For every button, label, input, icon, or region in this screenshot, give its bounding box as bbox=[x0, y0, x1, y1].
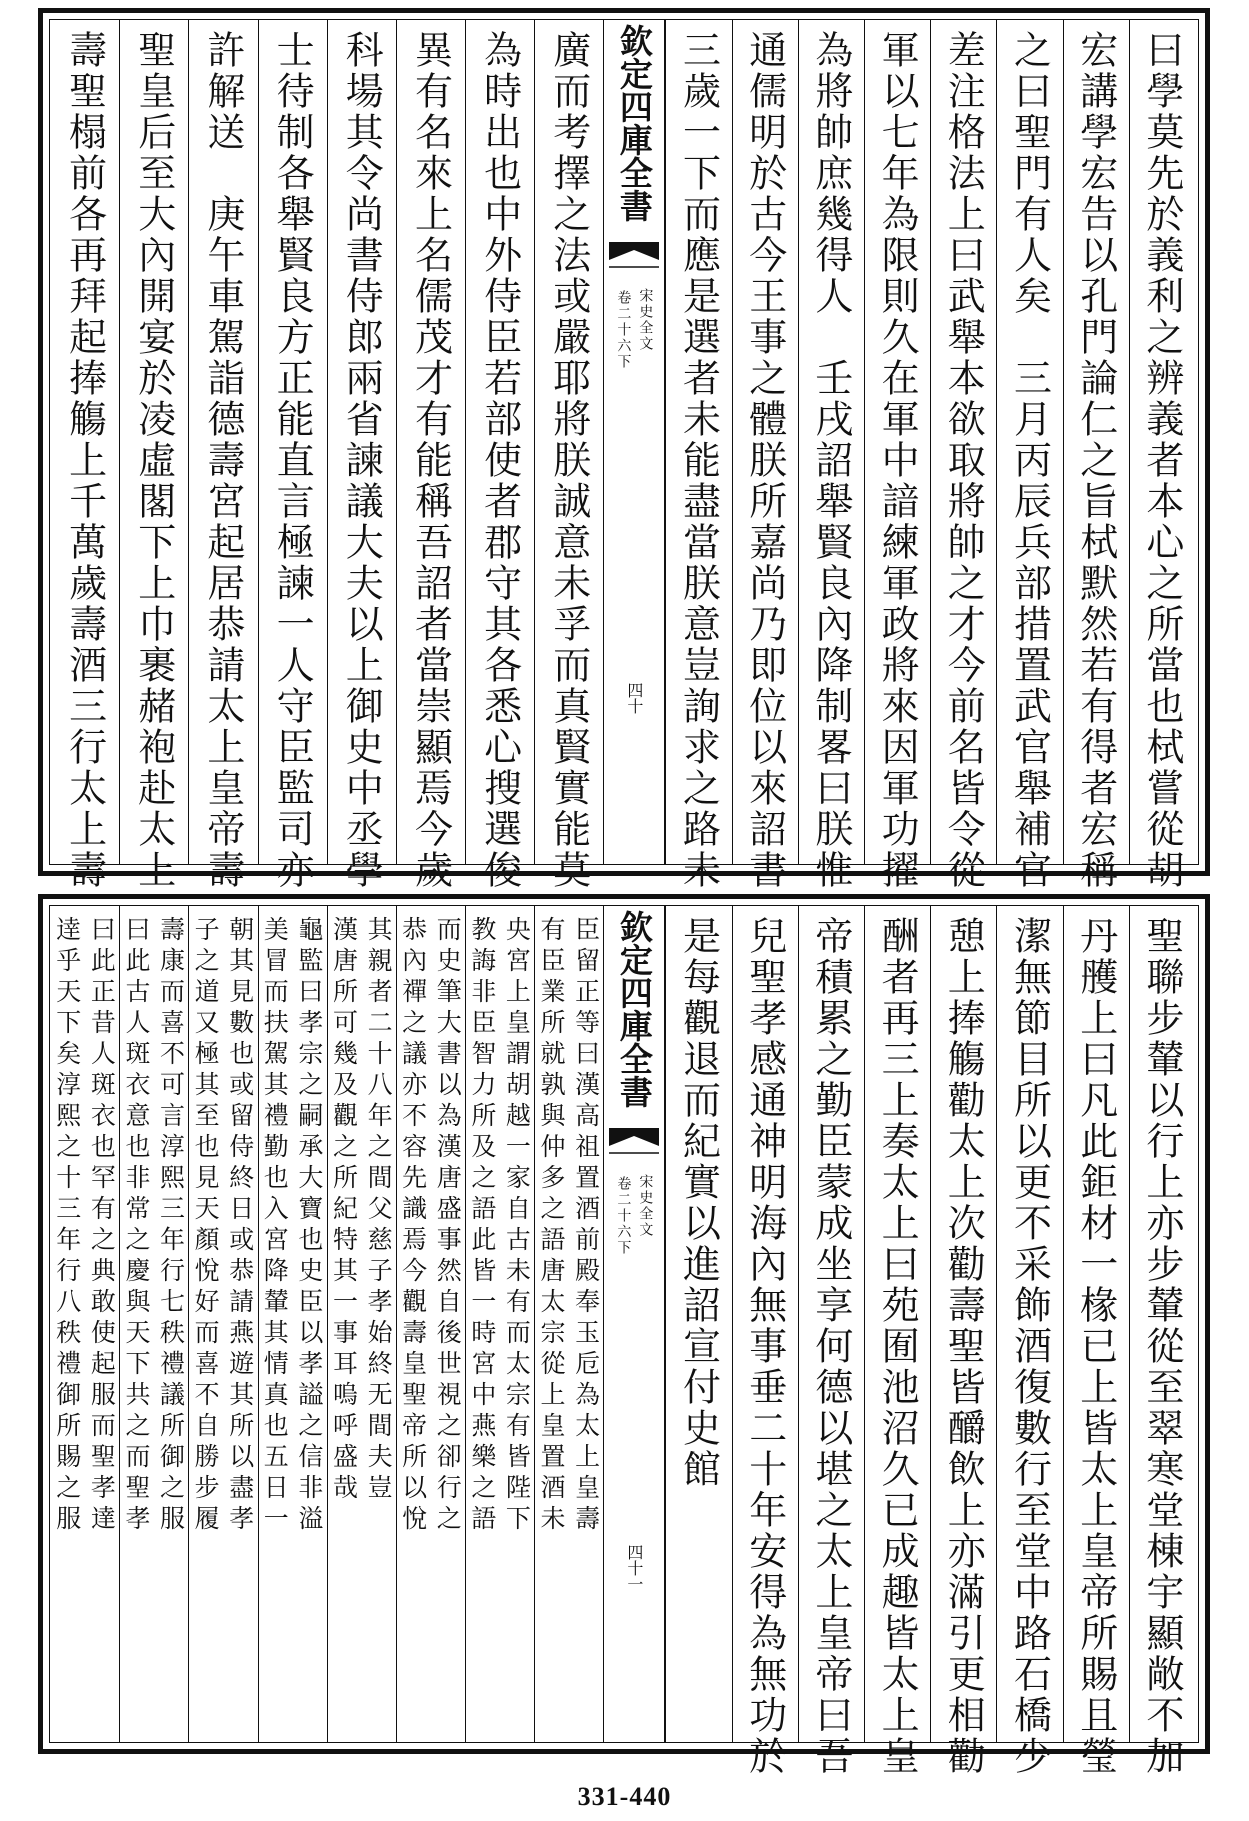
top-column-rule bbox=[930, 20, 931, 864]
top-column-rule bbox=[864, 20, 865, 864]
bottom-text-column bbox=[1063, 916, 1129, 1777]
bottom-commentary-column-text: 朝其見數也或留侍終日或恭請燕遊其所以盡孝 bbox=[225, 916, 255, 1536]
top-column-rule bbox=[258, 20, 259, 864]
top-text-column bbox=[534, 30, 603, 891]
bottom-text-column bbox=[732, 916, 798, 1777]
top-text-column bbox=[665, 30, 731, 891]
bottom-text-column-text: 帝積累之勤臣蒙成坐享何德以堪之太上皇帝曰吾 bbox=[808, 916, 853, 1777]
bottom-text-column-text: 潔無節目所以更不采飾酒復數行至堂中路石橋少 bbox=[1007, 916, 1052, 1777]
bottom-page-frame bbox=[49, 905, 1199, 1777]
bottom-text-column-text: 丹雘上曰凡此鉅材一椽已上皆太上皇帝所賜且瑩 bbox=[1073, 916, 1118, 1777]
bottom-leaf-number-text: 四十一 bbox=[624, 1544, 644, 1592]
bottom-page bbox=[38, 894, 1210, 1777]
top-column-rule bbox=[996, 20, 997, 864]
top-text-column bbox=[1063, 30, 1129, 891]
top-text-column-text: 聖皇后至大內開宴於凌虛閣下上巾裹赭袍赴太上 bbox=[131, 30, 176, 891]
top-text-column-text: 差注格法上曰武舉本欲取將帥之才今前名皆令從 bbox=[941, 30, 986, 891]
bottom-commentary-column bbox=[292, 916, 327, 1732]
bottom-commentary-column-text: 央宮上皇謂胡越一家自古未有而太宗有皆陛下 bbox=[502, 916, 532, 1536]
top-text-column bbox=[996, 30, 1062, 891]
bottom-commentary-column-text: 曰此正昔人斑衣也罕有之典敢使起服而聖孝達 bbox=[87, 916, 117, 1536]
page-footer-number: 331-440 bbox=[577, 1782, 672, 1811]
top-text-column bbox=[930, 30, 996, 891]
top-text-column bbox=[258, 30, 327, 891]
bottom-text-column bbox=[996, 916, 1062, 1777]
top-column-rule bbox=[1129, 20, 1130, 864]
bottom-book-title bbox=[633, 1174, 657, 1238]
top-text-column bbox=[465, 30, 534, 891]
bottom-fishtail-ornament-icon bbox=[609, 1128, 659, 1154]
top-text-column-text: 為將帥庶幾得人 壬戌詔舉賢良內降制畧曰朕惟 bbox=[808, 30, 853, 891]
bottom-commentary-column bbox=[258, 916, 293, 1732]
bottom-column-rule bbox=[798, 906, 799, 1742]
bottom-column-rule bbox=[188, 906, 189, 1742]
top-text-column bbox=[188, 30, 257, 891]
top-column-rule bbox=[732, 20, 733, 864]
top-center-strip bbox=[603, 20, 665, 864]
bottom-column-rule bbox=[327, 906, 328, 1742]
bottom-leaf-number bbox=[621, 1544, 647, 1592]
top-volume-label-text: 卷二十六下 bbox=[615, 290, 632, 370]
bottom-commentary-column-text: 恭內禪之議亦不容先識焉今觀壽皇聖帝所以悅 bbox=[398, 916, 428, 1536]
top-text-column-text: 科場其令尚書侍郎兩省諫議大夫以上御史中丞學 bbox=[339, 30, 384, 891]
top-fishtail-ornament-icon bbox=[609, 242, 659, 268]
top-text-column-text: 軍以七年為限則久在軍中諳練軍政將來因軍功擢 bbox=[875, 30, 920, 891]
top-text-column bbox=[864, 30, 930, 891]
bottom-commentary-column-text: 而史筆大書以為漢唐盛事然自後世視之卻行之 bbox=[433, 916, 463, 1536]
bottom-text-column bbox=[864, 916, 930, 1777]
top-text-column bbox=[732, 30, 798, 891]
bottom-text-column-text: 憩上捧觴勸太上次勸壽聖皆釂飲上亦滿引更相勸 bbox=[941, 916, 986, 1777]
bottom-text-column-text: 酬者再三上奏太上曰苑囿池沼久已成趣皆太上皇 bbox=[875, 916, 920, 1777]
top-text-column-text: 壽聖榻前各再拜起捧觴上千萬歲壽酒三行太上壽 bbox=[62, 30, 107, 891]
top-text-column-text: 許解送 庚午車駕詣德壽宮起居恭請太上皇帝壽 bbox=[200, 30, 245, 891]
bottom-commentary-column bbox=[430, 916, 465, 1732]
top-column-rule bbox=[327, 20, 328, 864]
top-text-column-text: 通儒明於古今王事之體朕所嘉尚乃即位以來詔書 bbox=[742, 30, 787, 891]
top-column-rule bbox=[798, 20, 799, 864]
bottom-volume-label bbox=[611, 1176, 635, 1256]
top-text-column-text: 為時出也中外侍臣若部使者郡守其各悉心搜選俊 bbox=[477, 30, 522, 891]
top-volume-label bbox=[611, 290, 635, 370]
top-text-column bbox=[798, 30, 864, 891]
bottom-center-strip bbox=[603, 906, 665, 1742]
top-text-column bbox=[396, 30, 465, 891]
bottom-commentary-column bbox=[465, 916, 500, 1732]
top-leaf-number-text: 四十 bbox=[624, 682, 644, 714]
bottom-commentary-column-text: 美冒而扶駕其禮勤也入宮降輦其情真也五日一 bbox=[260, 916, 290, 1536]
top-text-column-text: 之曰聖門有人矣 三月丙辰兵部措置武官舉補官 bbox=[1007, 30, 1052, 891]
bottom-commentary-column bbox=[154, 916, 189, 1732]
bottom-text-column bbox=[930, 916, 996, 1777]
bottom-commentary-column bbox=[85, 916, 120, 1732]
top-text-column bbox=[327, 30, 396, 891]
top-column-rule bbox=[665, 20, 666, 864]
bottom-commentary-column-text: 曰此古人斑衣意也非常之慶與天下共之而聖孝 bbox=[121, 916, 151, 1536]
bottom-commentary-column-text: 有臣業所就孰與仲多之語唐太宗從上皇置酒未 bbox=[537, 916, 566, 1536]
bottom-commentary-column-text: 壽康而喜不可言淳熙三年行七秩禮議所御之服 bbox=[156, 916, 186, 1536]
bottom-commentary-column bbox=[119, 916, 154, 1732]
top-column-rule bbox=[1063, 20, 1064, 864]
bottom-column-rule bbox=[534, 906, 535, 1742]
top-column-rule bbox=[119, 20, 120, 864]
bottom-text-column bbox=[665, 916, 731, 1732]
bottom-column-rule bbox=[396, 906, 397, 1742]
bottom-text-column-text: 是每觀退而紀實以進詔宣付史館 bbox=[676, 916, 721, 1490]
bottom-commentary-column-text: 其親者二十八年之間父慈子孝始終无間夫豈 bbox=[364, 916, 394, 1505]
top-text-column-text: 宏講學宏告以孔門論仁之旨栻默然若有得者宏稱 bbox=[1073, 30, 1118, 891]
bottom-column-rule bbox=[119, 906, 120, 1742]
top-book-title-text: 宋史全文 bbox=[637, 288, 654, 352]
bottom-column-rule bbox=[1063, 906, 1064, 1742]
top-column-rule bbox=[534, 20, 535, 864]
bottom-commentary-column bbox=[569, 916, 604, 1732]
bottom-commentary-column bbox=[327, 916, 362, 1732]
bottom-column-rule bbox=[258, 906, 259, 1742]
bottom-column-rule bbox=[465, 906, 466, 1742]
top-text-column-text: 曰學莫先於義利之辨義者本心之所當也栻嘗從胡 bbox=[1139, 30, 1184, 891]
bottom-collection-title bbox=[603, 910, 665, 1125]
bottom-book-title-text: 宋史全文 bbox=[637, 1174, 654, 1238]
top-page bbox=[38, 8, 1210, 891]
top-text-column bbox=[119, 30, 188, 891]
bottom-text-column bbox=[798, 916, 864, 1777]
top-text-column-text: 士待制各舉賢良方正能直言極諫一人守臣監司亦 bbox=[270, 30, 315, 891]
bottom-text-column bbox=[1129, 916, 1195, 1777]
bottom-column-rule bbox=[732, 906, 733, 1742]
bottom-commentary-column bbox=[50, 916, 85, 1732]
top-text-column bbox=[50, 30, 119, 891]
bottom-commentary-column-text: 子之道又極其至也見天顏悅好而喜不自勝步履 bbox=[191, 916, 221, 1536]
top-column-rule bbox=[465, 20, 466, 864]
bottom-column-rule bbox=[665, 906, 666, 1742]
bottom-column-rule bbox=[996, 906, 997, 1742]
top-text-column-text: 三歲一下而應是選者未能盡當朕意豈詢求之路未 bbox=[676, 30, 721, 891]
top-text-column bbox=[1129, 30, 1195, 891]
bottom-commentary-column-text: 教誨非臣智力所及之語此皆一時宮中燕樂之語 bbox=[467, 916, 497, 1536]
bottom-commentary-column-text: 龜監曰孝宗之嗣承大寶也史臣以孝謚之信非溢 bbox=[294, 916, 324, 1536]
bottom-collection-title-text: 欽定四庫全書 bbox=[614, 910, 654, 1108]
bottom-text-column-text: 聖聯步輦以行上亦步輦從至翠寒堂棟宇顯敞不加 bbox=[1139, 916, 1184, 1777]
top-text-column-text: 廣而考擇之法或嚴耶將朕誠意未孚而真賢實能莫 bbox=[546, 30, 591, 891]
top-leaf-number bbox=[621, 682, 647, 714]
top-collection-title bbox=[603, 24, 665, 239]
bottom-commentary-column bbox=[223, 916, 258, 1732]
bottom-column-rule bbox=[1129, 906, 1130, 1742]
bottom-commentary-column-text: 逹乎天下矣淳熙之十三年行八秩禮御所賜之服 bbox=[52, 916, 82, 1536]
bottom-text-column-text: 兒聖孝感通神明海內無事垂二十年安得為無功於 bbox=[742, 916, 787, 1777]
top-collection-title-text: 欽定四庫全書 bbox=[614, 24, 654, 222]
top-text-column-text: 異有名來上名儒茂才有能稱吾詔者當崇顯焉今歲 bbox=[408, 30, 453, 891]
bottom-commentary-column bbox=[361, 916, 396, 1732]
bottom-column-rule bbox=[864, 906, 865, 1742]
bottom-commentary-column bbox=[534, 916, 569, 1732]
bottom-commentary-column-text: 漢唐所可幾及觀之所紀特其一事耳嗚呼盛哉 bbox=[329, 916, 359, 1505]
bottom-commentary-column bbox=[188, 916, 223, 1732]
bottom-column-rule bbox=[930, 906, 931, 1742]
bottom-commentary-column bbox=[500, 916, 535, 1732]
bottom-commentary-column bbox=[396, 916, 431, 1732]
bottom-commentary-column-text: 臣留正等曰漢高祖置酒前殿奉玉卮為太上皇壽 bbox=[571, 916, 601, 1536]
bottom-volume-label-text: 卷二十六下 bbox=[615, 1176, 632, 1256]
top-page-frame bbox=[49, 19, 1199, 891]
top-column-rule bbox=[396, 20, 397, 864]
top-book-title bbox=[633, 288, 657, 352]
top-column-rule bbox=[188, 20, 189, 864]
